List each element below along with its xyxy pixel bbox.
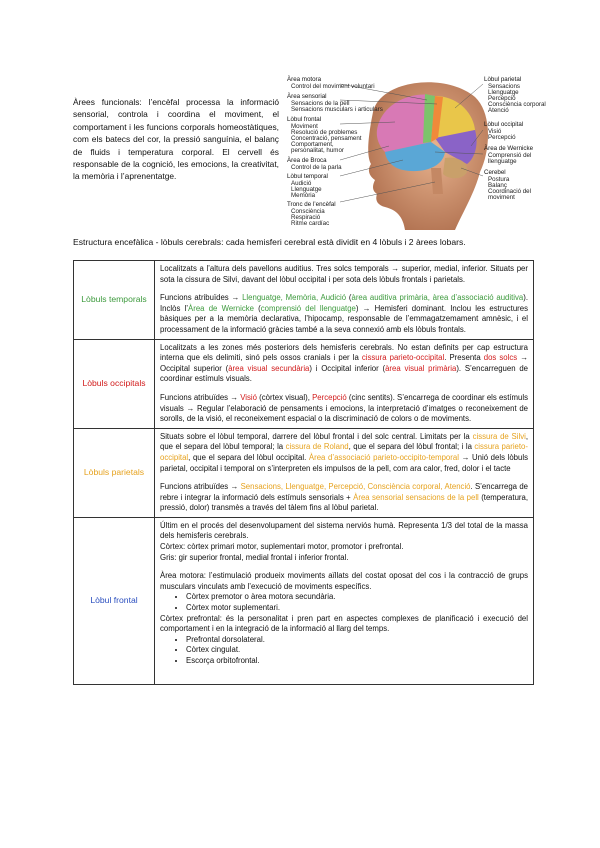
label-item: Llenguatge — [291, 186, 322, 193]
table-row-occipital — [74, 339, 534, 428]
label-item: Comportament, — [291, 141, 334, 148]
highlight-red: Percepció — [312, 392, 347, 402]
paragraph — [160, 432, 528, 474]
highlight-red: Visió — [240, 392, 257, 402]
text-run: , que el separa del lòbul occipital. — [188, 452, 309, 462]
label-item: moviment — [488, 194, 515, 201]
label-item: Ritme cardíac — [291, 220, 330, 227]
highlight-orange: Àrea d’associació parieto-occipito-temporal — [308, 452, 459, 462]
lobe-description-parietal — [155, 428, 534, 517]
label-sensory-area: Àrea sensorial — [287, 93, 327, 100]
highlight-orange: Sensacions, Llenguatge, Percepció, Consciència corporal, Atenció — [240, 482, 471, 492]
label-item: Coordinació del — [488, 188, 531, 195]
text-run: ( — [253, 303, 261, 313]
label-item: Sensacions — [488, 83, 520, 90]
list-item: • Còrtex cingulat. — [186, 645, 528, 656]
list-item: • Prefrontal dorsolateral. — [186, 635, 528, 646]
text-run: , que el separa del lòbul temporal; la — [160, 431, 529, 452]
text-run: (còrtex visual), — [257, 392, 313, 402]
label-item: Consciència corporal — [488, 101, 546, 108]
label-frontal-lobe: Lòbul frontal — [287, 116, 322, 123]
text-run: . S’encarrega de rebre i integrar la informació dels estímuls sensorials + — [160, 482, 528, 502]
text-run: Localitzats a les zones més posteriors dels hemisferis cerebrals. No estan definits per cap estructura interna que els delimiti, sinó pels ossos cranials i per la — [160, 342, 528, 363]
label-item: Control del moviment voluntari — [291, 83, 375, 90]
paragraph: Àrea motora: l’estimulació produeix moviments aïllats del costat oposat del cos i la contracció de grups musculars vinculats amb l’execució de moviments específics. — [160, 571, 528, 591]
highlight-red: àrea visual primària — [385, 363, 457, 373]
list-item: • Còrtex premotor o àrea motora secundària. — [186, 592, 528, 603]
label-item: Percepció — [488, 134, 516, 141]
text-run: Funcions atribuïdes → — [160, 392, 241, 402]
text-line: Últim en el procés del desenvolupament del sistema nerviós humà. Representa 1/3 del total de la massa dels hemisferis cerebrals. — [160, 520, 528, 541]
label-item: Sensacions musculars i articulars — [291, 106, 383, 113]
label-item: Comprensió del — [488, 152, 532, 159]
highlight-green: Àrea de Wernicke — [188, 303, 254, 313]
paragraph — [160, 521, 528, 563]
label-item: Balanç — [488, 182, 507, 189]
paragraph — [160, 482, 528, 514]
list-item: • Còrtex motor suplementari. — [186, 603, 528, 614]
highlight-red: àrea visual secundària — [228, 363, 310, 373]
text-run: (temperatura, pressió, dolor) transmès a través del tàlem fins al lòbul parietal. — [160, 492, 528, 513]
lobe-name-occipital: Lòbuls occipitals — [74, 339, 155, 428]
paragraph: Còrtex prefrontal: és la personalitat i pren part en aspectes complexes de planificació i execució del comportament i en la integració de la informació al llarg del temps. — [160, 613, 528, 634]
text-run: . Presenta — [444, 353, 484, 363]
lobe-name-parietal: Lòbuls parietals — [74, 428, 155, 517]
table-row-parietal — [74, 428, 534, 517]
label-motor-area: Àrea motora — [287, 76, 322, 83]
label-item: Control de la parla — [291, 164, 342, 171]
text-run: ) i Occipital inferior ( — [309, 363, 386, 373]
brainstem-shape — [431, 168, 443, 194]
label-item: Sensacions de la pell — [291, 100, 350, 107]
intro-paragraph: Àrees funcionals: l’encèfal processa la informació sensorial, controla i coordina el moviment, el comportament i les funcions corporals homeostàtiques, com els batecs del cor, la pressió sanguínia, el balanç de fluids i temperatura corporal. El cervell és responsable de la cognició, les emocions, la creativitat, la memòria i l’aprenentatge. — [73, 97, 279, 182]
text-run: Situats sobre el lòbul temporal, darrere del lòbul frontal i del solc central. Limitats per la — [160, 431, 473, 441]
label-item: Moviment — [291, 123, 318, 130]
label-item: Concentració, pensament — [291, 135, 362, 142]
label-item: Percepció — [488, 95, 516, 102]
highlight-orange: cissura de Roland — [285, 442, 349, 452]
label-item: Resolució de problemes — [291, 129, 358, 136]
highlight-red: dos solcs — [483, 353, 518, 363]
text-run: , que el separa del lòbul frontal; i la — [348, 442, 475, 452]
label-item: Llenguatge — [488, 89, 519, 96]
text-run: (cinc sentits). S’encarrega de coordinar els estímuls visuals → Regular l’elaboració de pensaments i emocions, la interpretació d’imatges o reconeixement de sorolls, de la visió, el reconeixement espacial o la discriminació de colors o de moviments. — [160, 392, 528, 424]
label-item: Consciència — [291, 208, 325, 215]
text-run: ). Inclòs l’ — [160, 293, 528, 313]
highlight-orange: cissura parieto-occipital — [160, 442, 528, 462]
lobe-description-temporal — [155, 261, 534, 340]
highlight-red: cissura parieto-occipital — [361, 353, 445, 363]
motor-list — [160, 592, 528, 613]
label-item: Respiració — [291, 214, 321, 221]
lobe-name-temporal: Lòbuls temporals — [74, 261, 155, 340]
brain-lobes-table — [73, 260, 534, 685]
label-item: personalitat, humor — [291, 147, 344, 154]
highlight-green: àrea auditiva primària, àrea d’associació auditiva — [351, 293, 524, 303]
paragraph — [160, 293, 528, 335]
label-occipital-lobe: Lòbul occipital — [484, 121, 524, 128]
text-run: ). S’encarreguen de coordinar estímuls visuals. — [160, 363, 528, 384]
text-run: Funcions atribuïdes → — [160, 293, 243, 303]
label-temporal-lobe: Lòbul temporal — [287, 173, 328, 180]
lobe-description-occipital — [155, 339, 534, 428]
prefrontal-list — [160, 635, 528, 667]
label-item: llenguatge — [488, 158, 517, 165]
table-row-temporal — [74, 261, 534, 340]
highlight-orange: Àrea sensorial sensacions de la pell — [353, 492, 479, 502]
figure-right-labels — [484, 76, 546, 201]
label-broca-area: Àrea de Broca — [287, 157, 327, 164]
label-item: Postura — [488, 176, 510, 183]
label-item: Audició — [291, 180, 312, 187]
label-cerebellum: Cerebel — [484, 169, 506, 176]
label-item: Atenció — [488, 107, 509, 114]
label-wernicke-area: Àrea de Wernicke — [484, 145, 534, 152]
label-item: Visió — [488, 128, 502, 135]
text-run: → Unió dels lòbuls parietal, occipital i temporal on s’interpreten els impulsos de la pell, com ara calor, fred, dolor i el tacte — [160, 452, 528, 473]
text-line: Còrtex: còrtex primari motor, suplementari motor, promotor i prefrontal. — [160, 542, 404, 552]
highlight-green: comprensió del llenguatge — [260, 303, 356, 313]
highlight-orange: cissura de Silvi — [472, 431, 526, 441]
paragraph: Localitzats a l’altura dels pavellons auditius. Tres solcs temporals → superior, medial, inferior. Situats per sota la cissura de Silvi, davant del lòbul occipital i per sota dels lòbuls frontals i parietals. — [160, 264, 528, 284]
lobe-name-frontal: Lòbul frontal — [74, 517, 155, 684]
label-parietal-lobe: Lòbul parietal — [484, 76, 522, 83]
label-item: Memòria — [291, 192, 316, 199]
lobe-description-frontal — [155, 517, 534, 684]
highlight-green: Llenguatge, Memòria, Audició — [242, 293, 347, 303]
text-run: ) → Hemisferi dominant. Inclou les estructures bàsiques per a la memòria declarativa, l’hipocamp, responsable de l’emmagatzemament amnèsic, i el processament de la informació gràcies també a la seva connexió amb els lòbuls frontals. — [160, 303, 529, 334]
label-brainstem: Tronc de l’encèfal — [287, 201, 336, 208]
brain-functional-areas-figure — [285, 72, 546, 230]
table-row-frontal — [74, 517, 534, 684]
list-item: • Escorça orbitofrontal. — [186, 656, 528, 667]
section-caption: Estructura encefàlica - lòbuls cerebrals: cada hemisferi cerebral està dividit en 4 lòbuls i 2 àrees lobars. — [73, 237, 466, 247]
paragraph — [160, 393, 528, 425]
text-line: Gris: gir superior frontal, medial frontal i inferior frontal. — [160, 552, 349, 562]
text-run: Funcions atribuïdes → — [160, 482, 241, 492]
text-run: → Occipital superior ( — [160, 353, 529, 373]
paragraph — [160, 343, 528, 385]
text-run: ( — [346, 293, 352, 303]
